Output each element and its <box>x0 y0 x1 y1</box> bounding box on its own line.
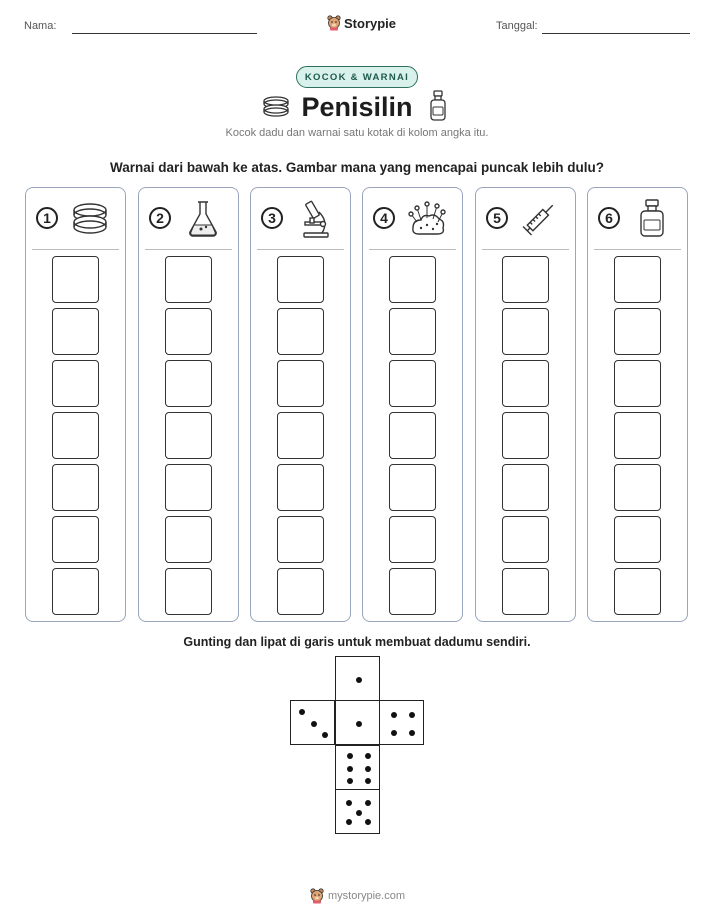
dice-pip <box>311 721 317 727</box>
vial-icon <box>428 90 448 122</box>
dice-face-1 <box>335 656 380 701</box>
dice-pip <box>346 819 352 825</box>
color-box[interactable] <box>52 360 99 407</box>
brand-name: Storypie <box>344 15 397 31</box>
dice-pip <box>365 753 371 759</box>
column-number: 6 <box>598 207 620 229</box>
column-number: 5 <box>486 207 508 229</box>
color-box[interactable] <box>277 360 324 407</box>
flask-icon <box>183 198 223 238</box>
color-box[interactable] <box>389 568 436 615</box>
dice-face-3 <box>290 700 335 745</box>
column-header <box>251 188 350 250</box>
color-box[interactable] <box>614 516 661 563</box>
bear-icon <box>327 15 341 31</box>
color-box[interactable] <box>502 568 549 615</box>
color-box[interactable] <box>502 256 549 303</box>
bear-icon <box>310 888 324 904</box>
color-box[interactable] <box>165 360 212 407</box>
column-2 <box>138 187 239 622</box>
footer <box>310 888 405 904</box>
dice-pip <box>409 730 415 736</box>
date-line[interactable] <box>542 33 690 34</box>
column-divider <box>145 249 232 250</box>
dice-pip <box>356 677 362 683</box>
dice-pip <box>356 810 362 816</box>
color-box[interactable] <box>165 308 212 355</box>
footer-url: mystorypie.com <box>328 890 406 902</box>
color-box[interactable] <box>389 464 436 511</box>
column-divider <box>369 249 456 250</box>
dice-pip <box>365 778 371 784</box>
dice-pip <box>322 732 328 738</box>
dice-face-4 <box>379 700 424 745</box>
dice-face-1 <box>335 700 380 745</box>
dice-pip <box>347 778 353 784</box>
column-header <box>363 188 462 250</box>
color-box[interactable] <box>165 516 212 563</box>
dice-pip <box>409 712 415 718</box>
column-divider <box>482 249 569 250</box>
dice-pip <box>347 753 353 759</box>
color-box[interactable] <box>52 568 99 615</box>
subtitle: Kocok dadu dan warnai satu kotak di kolom angka itu. <box>225 127 489 139</box>
color-box[interactable] <box>614 308 661 355</box>
color-box[interactable] <box>277 256 324 303</box>
name-line[interactable] <box>72 33 257 34</box>
color-box[interactable] <box>277 568 324 615</box>
color-box[interactable] <box>502 360 549 407</box>
color-box[interactable] <box>389 360 436 407</box>
color-box[interactable] <box>389 308 436 355</box>
color-box[interactable] <box>277 412 324 459</box>
cut-instruction: Gunting dan lipat di garis untuk membuat dadumu sendiri. <box>183 635 531 649</box>
color-box[interactable] <box>52 516 99 563</box>
column-header <box>26 188 125 250</box>
instruction-text: Warnai dari bawah ke atas. Gambar mana yang mencapai puncak lebih dulu? <box>110 160 604 175</box>
syringe-icon <box>520 198 560 238</box>
color-box[interactable] <box>389 516 436 563</box>
dice-pip <box>365 800 371 806</box>
column-4 <box>362 187 463 622</box>
color-box[interactable] <box>277 516 324 563</box>
color-box[interactable] <box>502 412 549 459</box>
color-box[interactable] <box>614 412 661 459</box>
color-box[interactable] <box>165 412 212 459</box>
column-header <box>588 188 687 250</box>
color-box[interactable] <box>277 464 324 511</box>
color-box[interactable] <box>165 256 212 303</box>
color-box[interactable] <box>52 256 99 303</box>
name-label: Nama: <box>24 20 57 32</box>
column-divider <box>257 249 344 250</box>
color-box[interactable] <box>52 412 99 459</box>
color-box[interactable] <box>52 464 99 511</box>
column-divider <box>594 249 681 250</box>
column-1 <box>25 187 126 622</box>
color-box[interactable] <box>614 464 661 511</box>
column-number: 3 <box>261 207 283 229</box>
column-number: 1 <box>36 207 58 229</box>
mold-colony-icon <box>407 198 447 238</box>
dice-pip <box>346 800 352 806</box>
brand-logo <box>327 13 396 33</box>
column-divider <box>32 249 119 250</box>
dice-pip <box>365 766 371 772</box>
dice-pip <box>391 712 397 718</box>
column-5 <box>475 187 576 622</box>
date-label: Tanggal: <box>496 20 538 32</box>
color-box[interactable] <box>502 308 549 355</box>
column-header <box>476 188 575 250</box>
petri-dish-icon <box>70 198 110 238</box>
color-box[interactable] <box>389 256 436 303</box>
vial-icon <box>632 198 672 238</box>
column-number: 2 <box>149 207 171 229</box>
column-6 <box>587 187 688 622</box>
dice-pip <box>347 766 353 772</box>
color-box[interactable] <box>502 464 549 511</box>
activity-badge: KOCOK & WARNAI <box>296 66 418 88</box>
dice-pip <box>365 819 371 825</box>
color-box[interactable] <box>614 256 661 303</box>
color-box[interactable] <box>277 308 324 355</box>
color-box[interactable] <box>165 464 212 511</box>
column-header <box>139 188 238 250</box>
column-3 <box>250 187 351 622</box>
page-title: Penisilin <box>301 92 413 122</box>
color-box[interactable] <box>614 360 661 407</box>
color-box[interactable] <box>389 412 436 459</box>
color-box[interactable] <box>52 308 99 355</box>
color-box[interactable] <box>165 568 212 615</box>
dice-pip <box>391 730 397 736</box>
color-box[interactable] <box>502 516 549 563</box>
color-box[interactable] <box>614 568 661 615</box>
dice-face-5 <box>335 789 380 834</box>
column-number: 4 <box>373 207 395 229</box>
dice-face-6 <box>335 745 380 790</box>
microscope-icon <box>295 198 335 238</box>
dice-pip <box>299 709 305 715</box>
dice-pip <box>356 721 362 727</box>
